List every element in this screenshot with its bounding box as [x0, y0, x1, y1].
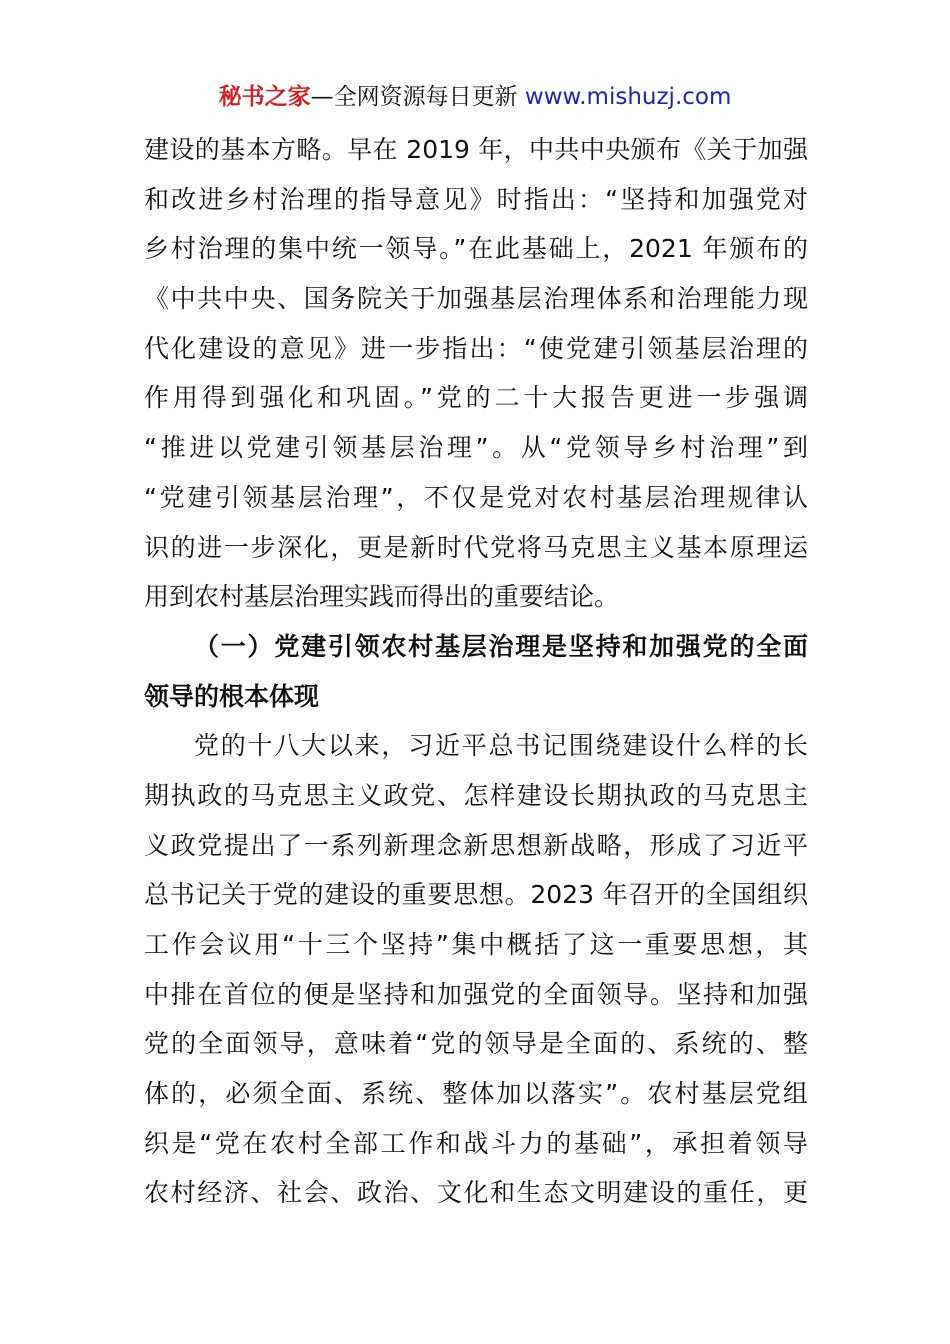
paragraph-line: 代化建设的意见》进一步指出：“使党建引领基层治理的 — [144, 333, 808, 363]
paragraph-line: 乡村治理的集中统一领导。”在此基础上，2021 年颁布的 — [144, 234, 808, 264]
paragraph-line: 中排在首位的便是坚持和加强党的全面领导。坚持和加强 — [144, 979, 808, 1009]
paragraph-line: 识的进一步深化，更是新时代党将马克思主义基本原理运 — [144, 532, 808, 562]
paragraph-line: 总书记关于党的建设的重要思想。2023 年召开的全国组织 — [144, 880, 808, 910]
paragraph-line: 期执政的马克思主义政党、怎样建设长期执政的马克思主 — [144, 780, 808, 810]
paragraph-line: 体的，必须全面、系统、整体加以落实”。农村基层党组 — [144, 1079, 808, 1109]
page-header — [0, 82, 950, 112]
paragraph-line: 作用得到强化和巩固。”党的二十大报告更进一步强调 — [144, 383, 808, 413]
paragraph-line: 义政党提出了一系列新理念新思想新战略，形成了习近平 — [144, 830, 808, 860]
paragraph-line: 和改进乡村治理的指导意见》时指出：“坚持和加强党对 — [144, 184, 808, 214]
section-heading: （一）党建引领农村基层治理是坚持和加强党的全面 — [194, 631, 808, 661]
paragraph-line: 党的全面领导，意味着“党的领导是全面的、系统的、整 — [144, 1029, 808, 1059]
section-heading: 领导的根本体现 — [144, 681, 320, 711]
paragraph-line: 建设的基本方略。早在 2019 年，中共中央颁布《关于加强 — [144, 135, 808, 164]
paragraph-line: 《中共中央、国务院关于加强基层治理体系和治理能力现 — [144, 284, 808, 314]
paragraph-line: 党的十八大以来，习近平总书记围绕建设什么样的长 — [194, 731, 808, 761]
site-brand: 秘书之家 — [218, 84, 311, 110]
paragraph-line: “推进以党建引领基层治理”。从“党领导乡村治理”到 — [144, 433, 808, 463]
paragraph-line: 织是“党在农村全部工作和战斗力的基础”，承担着领导 — [144, 1128, 808, 1158]
paragraph-line: 农村经济、社会、政治、文化和生态文明建设的重任，更 — [144, 1178, 808, 1208]
site-url[interactable]: www.mishuzj.com — [524, 84, 732, 110]
paragraph-line: “党建引领基层治理”，不仅是党对农村基层治理规律认 — [144, 482, 808, 512]
paragraph-line: 工作会议用“十三个坚持”集中概括了这一重要思想，其 — [144, 930, 808, 959]
paragraph-line: 用到农村基层治理实践而得出的重要结论。 — [144, 582, 620, 612]
site-slogan: —全网资源每日更新 — [310, 84, 525, 110]
document-body — [144, 125, 808, 1218]
